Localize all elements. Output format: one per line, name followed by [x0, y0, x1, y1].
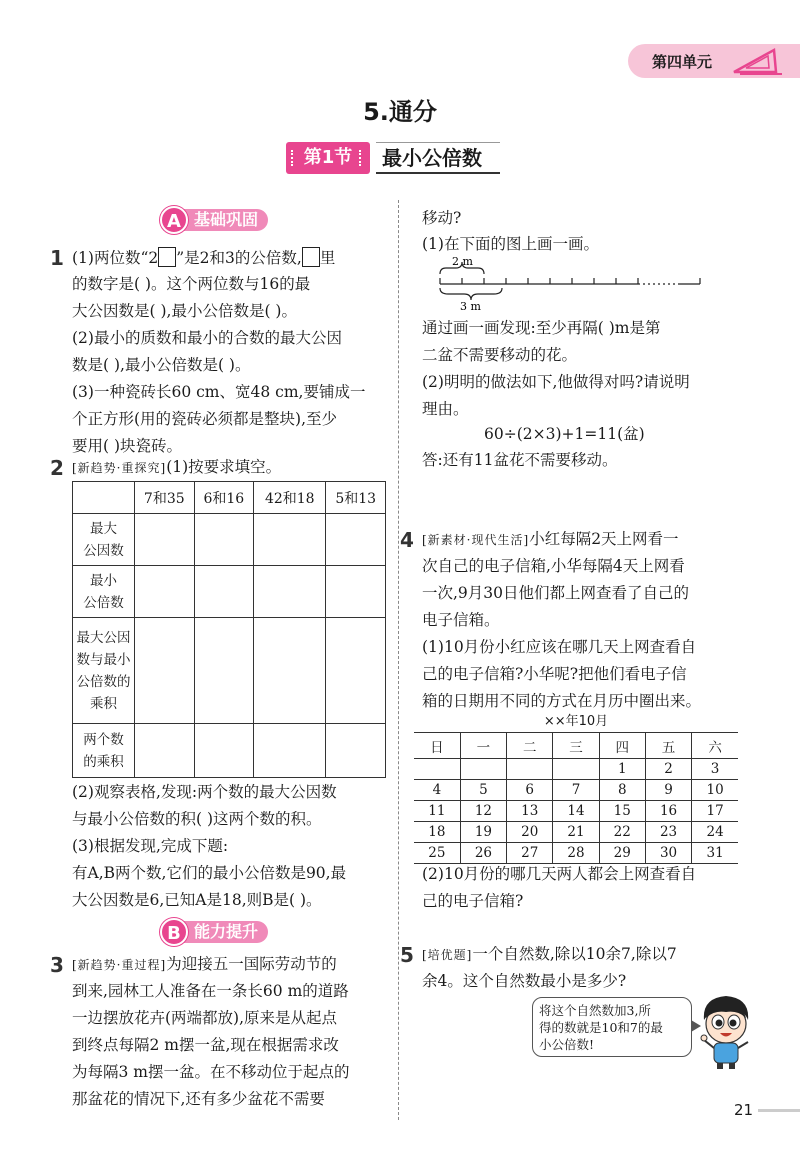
calendar-day[interactable]: 7 [553, 780, 599, 801]
q4-line-6: 己的电子信箱?小华呢?把他们看电子信 [422, 665, 687, 683]
badge-advanced-label: 能力提升 [184, 921, 268, 943]
answer-cell[interactable] [135, 566, 195, 618]
q2-line-2: (2)观察表格,发现:两个数的最大公因数 [72, 783, 337, 801]
answer-cell[interactable] [254, 514, 326, 566]
calendar-day[interactable]: 19 [460, 822, 506, 843]
q3-number: 3 [50, 953, 64, 977]
q3-answer: 答:还有11盆花不需要移动。 [422, 451, 618, 469]
table-row-header: 最大公因 数与最小 公倍数的 乘积 [73, 618, 135, 724]
q3-tag: [新趋势·重过程] [72, 958, 167, 972]
table-row-header: 两个数 的乘积 [73, 724, 135, 778]
q1-line-1c: 里 [319, 249, 336, 267]
calendar-day[interactable]: 3 [692, 759, 738, 780]
calendar-day[interactable]: 17 [692, 801, 738, 822]
calendar-day[interactable]: 5 [460, 780, 506, 801]
weekday: 三 [553, 733, 599, 759]
q4-line-7: 箱的日期用不同的方式在月历中圈出来。 [422, 692, 702, 710]
q1-line-7: 个正方形(用的瓷砖必须都是整块),至少 [72, 410, 338, 428]
calendar-day[interactable]: 16 [645, 801, 691, 822]
calendar-day[interactable]: 26 [460, 843, 506, 864]
q2-tag: [新趋势·重探究] [72, 461, 167, 475]
q2-line-6: 大公因数是6,已知A是18,则B是( )。 [72, 891, 322, 909]
set-square-icon [730, 46, 786, 76]
calendar-day[interactable]: 23 [645, 822, 691, 843]
calendar-week [414, 822, 738, 843]
q2-table [72, 481, 386, 778]
answer-cell[interactable] [254, 724, 326, 778]
calendar-day[interactable] [460, 759, 506, 780]
tick-marks [440, 278, 700, 284]
q3-line-6: 那盆花的情况下,还有多少盆花不需要 [72, 1090, 325, 1108]
column-divider [398, 200, 399, 1120]
calendar-day[interactable]: 31 [692, 843, 738, 864]
digit-box [158, 247, 176, 267]
q2-line-4: (3)根据发现,完成下题: [72, 837, 229, 855]
calendar-day[interactable]: 22 [599, 822, 645, 843]
q4-tag: [新素材·现代生活] [422, 533, 530, 547]
answer-cell[interactable] [326, 514, 386, 566]
q1-line-5: 数是( ),最小公倍数是( )。 [72, 356, 251, 374]
q5-line-1 [422, 944, 677, 965]
q3-right-4: 二盆不需要移动的花。 [422, 346, 578, 364]
calendar-day[interactable]: 25 [414, 843, 460, 864]
calendar-day[interactable]: 11 [414, 801, 460, 822]
answer-cell[interactable] [194, 618, 254, 724]
label-2m: 2 m [452, 256, 473, 268]
q1-line-6: (3)一种瓷砖长60 cm、宽48 cm,要铺成一 [72, 383, 366, 401]
q3-formula: 60÷(2×3)+1=11(盆) [484, 425, 645, 443]
q4-line-3: 一次,9月30日他们都上网查看了自己的 [422, 584, 690, 602]
calendar-day[interactable]: 28 [553, 843, 599, 864]
answer-cell[interactable] [326, 618, 386, 724]
weekday: 日 [414, 733, 460, 759]
hint-line: 将这个自然数加3,所 [539, 1003, 651, 1018]
q4-line-1 [422, 529, 679, 550]
calendar [414, 732, 738, 864]
q4-line-1-text: 小红每隔2天上网看一 [529, 530, 679, 548]
q1-line-4: (2)最小的质数和最小的合数的最大公因 [72, 329, 342, 347]
q4-line-4: 电子信箱。 [422, 611, 500, 629]
table-col-header: 5和13 [326, 482, 386, 514]
label-3m: 3 m [460, 300, 481, 312]
calendar-day[interactable]: 13 [507, 801, 553, 822]
weekday: 五 [645, 733, 691, 759]
q3-line-1 [72, 954, 337, 975]
badge-advanced-letter: B [160, 918, 188, 946]
q3-line-5: 为每隔3 m摆一盆。在不移动位于起点的 [72, 1063, 350, 1081]
q3-line-1-text: 为迎接五一国际劳动节的 [166, 955, 337, 973]
calendar-weekdays [414, 733, 738, 759]
calendar-day[interactable]: 29 [599, 843, 645, 864]
calendar-day[interactable]: 18 [414, 822, 460, 843]
calendar-day[interactable] [553, 759, 599, 780]
q1-number: 1 [50, 246, 64, 270]
hint-line: 得的数就是10和7的最 [539, 1020, 663, 1035]
weekday: 四 [599, 733, 645, 759]
q4-line-8: (2)10月份的哪几天两人都会上网查看自 [422, 865, 697, 883]
q3-line-2: 到来,园林工人准备在一条长60 m的道路 [72, 982, 349, 1000]
mascot-boy-icon [696, 990, 756, 1070]
weekday: 一 [460, 733, 506, 759]
calendar-title: ××年10月 [543, 714, 609, 729]
section-name: 最小公倍数 [376, 142, 500, 174]
answer-cell[interactable] [254, 618, 326, 724]
calendar-day[interactable]: 21 [553, 822, 599, 843]
unit-label: 第四单元 [652, 53, 713, 71]
q4-number: 4 [400, 528, 414, 552]
calendar-day[interactable]: 14 [553, 801, 599, 822]
calendar-day[interactable]: 4 [414, 780, 460, 801]
digit-box [302, 247, 320, 267]
answer-cell[interactable] [254, 566, 326, 618]
q4-line-5: (1)10月份小红应该在哪几天上网查看自 [422, 638, 697, 656]
answer-cell[interactable] [194, 566, 254, 618]
q4-line-9: 己的电子信箱? [422, 892, 524, 910]
badge-basic-letter: A [160, 206, 188, 234]
q3-line-4: 到终点每隔2 m摆一盆,现在根据需求改 [72, 1036, 339, 1054]
q3-right-6: 理由。 [422, 400, 469, 418]
answer-cell[interactable] [135, 724, 195, 778]
answer-cell[interactable] [326, 724, 386, 778]
badge-basic-label: 基础巩固 [184, 209, 268, 231]
calendar-week [414, 843, 738, 864]
q5-tag: [培优题] [422, 948, 473, 962]
calendar-day[interactable]: 8 [599, 780, 645, 801]
calendar-day[interactable]: 20 [507, 822, 553, 843]
q5-number: 5 [400, 943, 414, 967]
q2-line-1 [72, 457, 281, 478]
q1-line-2: 的数字是( )。这个两位数与16的最 [72, 275, 311, 293]
q3-right-1: 移动? [422, 209, 462, 227]
answer-cell[interactable] [135, 618, 195, 724]
q5-line-2: 余4。这个自然数最小是多少? [422, 972, 627, 990]
answer-cell[interactable] [194, 724, 254, 778]
q3-right-2: (1)在下面的图上画一画。 [422, 235, 599, 253]
page-number-bar [758, 1109, 800, 1112]
q4-line-2: 次自己的电子信箱,小华每隔4天上网看 [422, 557, 685, 575]
q3-right-3: 通过画一画发现:至少再隔( )m是第 [422, 319, 661, 337]
calendar-day[interactable]: 24 [692, 822, 738, 843]
calendar-day[interactable]: 9 [645, 780, 691, 801]
calendar-day[interactable]: 10 [692, 780, 738, 801]
brace-3m [440, 288, 502, 300]
calendar-week [414, 801, 738, 822]
calendar-day[interactable]: 12 [460, 801, 506, 822]
q2-line-3: 与最小公倍数的积( )这两个数的积。 [72, 810, 322, 828]
calendar-day[interactable] [507, 759, 553, 780]
table-corner [73, 482, 135, 514]
calendar-day[interactable] [414, 759, 460, 780]
q1-line-1a: (1)两位数“2 [72, 249, 159, 267]
calendar-day[interactable]: 1 [599, 759, 645, 780]
hint-line: 小公倍数! [539, 1037, 595, 1052]
q3-right-5: (2)明明的做法如下,他做得对吗?请说明 [422, 373, 690, 391]
calendar-day[interactable]: 30 [645, 843, 691, 864]
table-col-header: 42和18 [254, 482, 326, 514]
table-col-header: 7和35 [135, 482, 195, 514]
answer-cell[interactable] [194, 514, 254, 566]
number-line-diagram [438, 256, 718, 312]
weekday: 六 [692, 733, 738, 759]
table-col-header: 6和16 [194, 482, 254, 514]
calendar-week [414, 780, 738, 801]
hint-bubble [532, 997, 692, 1057]
calendar-day[interactable]: 27 [507, 843, 553, 864]
calendar-week [414, 759, 738, 780]
q1-line-1b: ”是2和3的公倍数, [176, 249, 302, 267]
calendar-day[interactable]: 15 [599, 801, 645, 822]
answer-cell[interactable] [135, 514, 195, 566]
table-row-header: 最小 公倍数 [73, 566, 135, 618]
q2-number: 2 [50, 456, 64, 480]
unit-tab [628, 44, 800, 78]
table-row-header: 最大 公因数 [73, 514, 135, 566]
q5-line-1-text: 一个自然数,除以10余7,除以7 [472, 945, 677, 963]
section-tag: 第1节 [286, 142, 370, 174]
q3-line-3: 一边摆放花卉(两端都放),原来是从起点 [72, 1009, 338, 1027]
calendar-day[interactable]: 6 [507, 780, 553, 801]
q1-line-3: 大公因数是( ),最小公倍数是( )。 [72, 302, 297, 320]
q1-line-1 [72, 247, 335, 268]
q2-line-1-text: (1)按要求填空。 [166, 458, 282, 476]
q1-line-8: 要用( )块瓷砖。 [72, 437, 183, 455]
lesson-title: 5.通分 [363, 98, 437, 126]
answer-cell[interactable] [326, 566, 386, 618]
calendar-day[interactable]: 2 [645, 759, 691, 780]
q2-line-5: 有A,B两个数,它们的最小公倍数是90,最 [72, 864, 347, 882]
page-number: 21 [734, 1101, 754, 1119]
weekday: 二 [507, 733, 553, 759]
